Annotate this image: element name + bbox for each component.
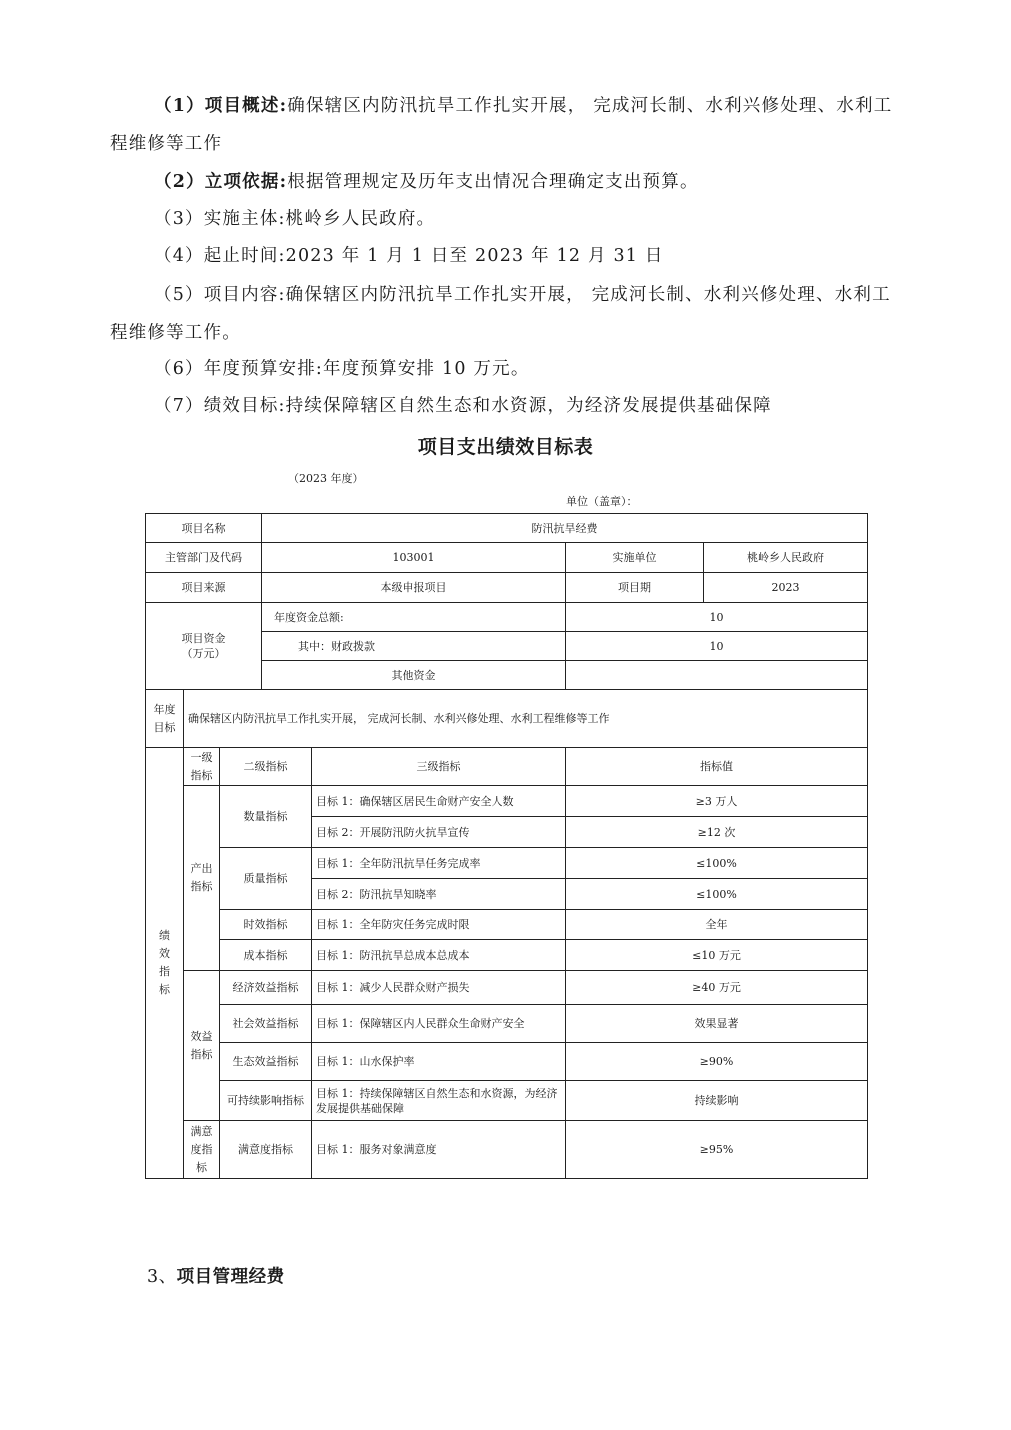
fund-label-text: 项目资金 [181,632,226,645]
period-label: 项目期 [566,573,704,603]
benefit-indicator-label-text: 效益指标 [190,1029,213,1061]
indicator-target: 目标 1：全年防灾任务完成时限 [312,910,566,940]
paragraph-text: 确保辖区内防汛抗旱工作扎实开展， 完成河长制、水利兴修处理、水利工程维修等工作 [110,96,893,154]
indicator-target: 目标 1：持续保障辖区自然生态和水资源，为经济发展提供基础保障 [312,1081,566,1121]
table-row [146,910,868,940]
indicator-value: ≤100% [566,848,868,879]
table-row [146,1121,868,1179]
table-row [146,573,868,603]
indicator-target: 目标 1：减少人民群众财产损失 [312,971,566,1005]
dept-code: 103001 [262,543,566,573]
table-row [146,690,868,748]
paragraph-subject [110,200,905,238]
paragraph-text: 确保辖区内防汛抗旱工作扎实开展， 完成河长制、水利兴修处理、水利工程维修等工作。 [110,285,891,343]
paragraph-label: （1）项目概述: [154,96,288,116]
indicator-target: 目标 2：防汛抗旱知晓率 [312,879,566,910]
quantity-indicator: 数量指标 [220,786,312,848]
section-title: 项目管理经费 [176,1267,285,1287]
indicator-value: ≥3 万人 [566,786,868,817]
section-heading [147,1263,285,1288]
dept-label: 主管部门及代码 [146,543,262,573]
satisfaction-label-text: 满意度指标 [190,1124,213,1174]
project-name-label: 项目名称 [146,514,262,543]
indicator-value: ≥40 万元 [566,971,868,1005]
source-label: 项目来源 [146,573,262,603]
total-fund-value: 10 [566,603,868,632]
table-row [146,1043,868,1081]
table-row [146,786,868,817]
economic-benefit-indicator: 经济效益指标 [220,971,312,1005]
paragraph-text: 根据管理规定及历年支出情况合理确定支出预算。 [287,172,699,192]
paragraph-label: （5）项目内容: [154,285,286,305]
paragraph-text: 2023 年 1 月 1 日至 2023 年 12 月 31 日 [285,246,664,266]
fiscal-fund-value: 10 [566,632,868,661]
other-fund-value [566,661,868,690]
perf-indicator-label [146,748,184,1179]
satisfaction-label [184,1121,220,1179]
indicator-value: ≤100% [566,879,868,910]
performance-target-table [145,513,868,1179]
table-title: 项目支出绩效目标表 [417,436,594,458]
table-row [146,1005,868,1043]
period-value: 2023 [704,573,868,603]
indicator-value: ≥95% [566,1121,868,1179]
paragraph-label: （2）立项依据: [154,172,288,192]
table-row [146,848,868,879]
paragraph-label: （7）绩效目标: [154,396,286,416]
performance-table-wrapper [145,513,867,1179]
annual-goal-label [146,690,184,748]
satisfaction-indicator: 满意度指标 [220,1121,312,1179]
indicator-target: 目标 1：山水保护率 [312,1043,566,1081]
indicator-value: 持续影响 [566,1081,868,1121]
indicator-target: 目标 1：确保辖区居民生命财产安全人数 [312,786,566,817]
impl-unit-value: 桃岭乡人民政府 [704,543,868,573]
header-level3: 三级指标 [312,748,566,786]
paragraph-overview [110,87,905,163]
output-indicator-label-text: 产出指标 [190,862,213,893]
indicator-target: 目标 2：开展防汛防火抗旱宣传 [312,817,566,848]
table-row [146,971,868,1005]
indicator-value: 全年 [566,910,868,940]
ecological-benefit-indicator: 生态效益指标 [220,1043,312,1081]
project-name-value: 防汛抗旱经费 [262,514,868,543]
indicator-value: ≥90% [566,1043,868,1081]
table-row [146,1081,868,1121]
social-benefit-indicator: 社会效益指标 [220,1005,312,1043]
fund-unit-text: （万元） [181,647,226,660]
indicator-target: 目标 1：防汛抗旱总成本总成本 [312,940,566,971]
table-row [146,514,868,543]
table-row [146,603,868,632]
paragraph-label: （4）起止时间: [154,246,286,266]
other-fund-label: 其他资金 [262,661,566,690]
paragraph-text: 持续保障辖区自然生态和水资源，为经济发展提供基础保障 [285,396,772,416]
paragraph-basis [110,163,905,201]
paragraph-text: 桃岭乡人民政府。 [285,209,436,229]
unit-note: 单位（盖章）： [566,495,638,508]
benefit-indicator-label [184,971,220,1121]
paragraph-budget [110,350,905,388]
fund-label [146,603,262,690]
fiscal-fund-label: 其中：财政拨款 [262,632,566,661]
paragraph-label: （6）年度预算安排: [154,359,324,379]
annual-goal-label-text: 年度目标 [153,702,176,734]
indicator-target: 目标 1：全年防汛抗旱任务完成率 [312,848,566,879]
paragraph-content [110,276,905,352]
year-note: （2023 年度） [288,472,364,485]
indicator-value: ≥12 次 [566,817,868,848]
table-row [146,940,868,971]
paragraph-goal [110,387,905,425]
total-fund-label: 年度资金总额: [262,603,566,632]
header-level1-text: 一级指标 [190,750,213,782]
paragraph-label: （3）实施主体: [154,209,286,229]
annual-goal-text: 确保辖区内防汛抗旱工作扎实开展， 完成河长制、水利兴修处理、水利工程维修等工作 [184,690,868,748]
timeliness-indicator: 时效指标 [220,910,312,940]
sustainable-impact-indicator: 可持续影响指标 [220,1081,312,1121]
indicator-target: 目标 1：服务对象满意度 [312,1121,566,1179]
indicator-value: ≤10 万元 [566,940,868,971]
impl-unit-label: 实施单位 [566,543,704,573]
indicator-value: 效果显著 [566,1005,868,1043]
paragraph-text: 年度预算安排 10 万元。 [323,359,530,379]
section-number: 3、 [147,1267,177,1287]
header-value: 指标值 [566,748,868,786]
paragraph-period [110,237,905,275]
header-level1 [184,748,220,786]
output-indicator-label [184,786,220,971]
perf-indicator-label-text: 绩效指标 [159,929,170,996]
quality-indicator: 质量指标 [220,848,312,910]
source-value: 本级申报项目 [262,573,566,603]
header-level2: 二级指标 [220,748,312,786]
table-row [146,748,868,786]
cost-indicator: 成本指标 [220,940,312,971]
table-row [146,543,868,573]
indicator-target: 目标 1：保障辖区内人民群众生命财产安全 [312,1005,566,1043]
